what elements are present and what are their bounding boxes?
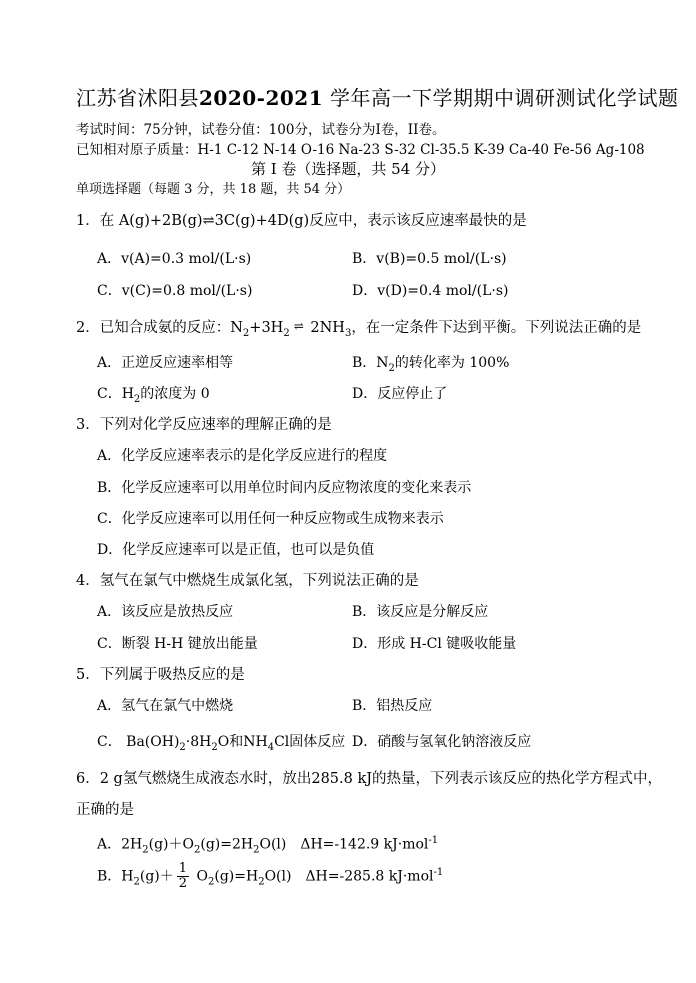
question-2-option-a[interactable]: A．正逆反应速率相等 <box>97 355 234 371</box>
question-1-option-b[interactable]: B．v(B)=0.5 mol/(L·s) <box>352 251 507 267</box>
question-4-option-b[interactable]: B．该反应是分解反应 <box>352 604 489 620</box>
question-6-stem-line-2: 正确的是 <box>76 802 134 818</box>
question-4-option-c[interactable]: C．断裂 H-H 键放出能量 <box>97 636 258 652</box>
question-1-option-d[interactable]: D．v(D)=0.4 mol/(L·s) <box>352 283 509 299</box>
question-4-option-a[interactable]: A．该反应是放热反应 <box>97 604 234 620</box>
equilibrium-arrow-icon: ⇌ <box>293 319 302 333</box>
question-3-stem: 3．下列对化学反应速率的理解正确的是 <box>76 417 332 433</box>
question-6-stem-line-1: 6．2 g氢气燃烧生成液态水时，放出285.8 kJ的热量，下列表示该反应的热化学方程式中， <box>76 771 663 787</box>
question-2-option-d[interactable]: D．反应停止了 <box>352 386 448 402</box>
question-2-option-b[interactable]: B．$N_2$的转化率为 100% <box>352 355 510 374</box>
question-1-option-c[interactable]: C．v(C)=0.8 mol/(L·s) <box>97 283 253 299</box>
question-5-stem: 5．下列属于吸热反应的是 <box>76 667 245 683</box>
question-3-option-b[interactable]: B．化学反应速率可以用单位时间内反应物浓度的变化来表示 <box>97 480 472 496</box>
question-1-option-a[interactable]: A．v(A)=0.3 mol/(L·s) <box>97 251 252 267</box>
question-4-stem: 4．氢气在氯气中燃烧生成氯化氢，下列说法正确的是 <box>76 573 419 589</box>
exam-title: 江苏省沭阳县2020-2021 学年高一下学期期中调研测试化学试题 <box>76 86 679 110</box>
exam-info: 考试时间：75分钟，试卷分值：100分，试卷分为I卷，II卷。 <box>76 122 446 138</box>
one-half-fraction: $\frac{1}{2}$ <box>178 861 188 892</box>
question-4-option-d[interactable]: D．形成 H-Cl 键吸收能量 <box>352 636 517 652</box>
question-2-stem: 2．已知合成氨的反应：$N_2+3H_2\rightleftharpoons$ $2NH_3$，在一定条件下达到平衡。下列说法正确的是 <box>76 315 641 345</box>
question-5-option-b[interactable]: B．铝热反应 <box>352 698 433 714</box>
question-1-stem: 1．在 A(g)+2B(g)⇌3C(g)+4D(g)反应中，表示该反应速率最快的是 <box>76 213 527 229</box>
question-6-option-a[interactable]: A．$2H_2(g)+O_2(g)=2H_2O(l)$ ΔH=-142.9 kJ·mol$^{-1}$ <box>97 835 439 856</box>
question-6-option-b[interactable]: B．$H_2(g)+$ $\frac{1}{2}$ $O_2(g)=H_2O(l)$ ΔH=-285.8 kJ·mol$^{-1}$ <box>97 861 444 892</box>
section-title: 第 I 卷（选择题，共 54 分） <box>250 160 446 178</box>
question-5-option-c[interactable]: C． $Ba(OH)_2\cdot 8H_2O$和$NH_4Cl$固体反应 <box>97 734 346 753</box>
question-5-option-a[interactable]: A．氢气在氯气中燃烧 <box>97 698 234 714</box>
question-3-option-a[interactable]: A．化学反应速率表示的是化学反应进行的程度 <box>97 448 388 464</box>
question-5-option-d[interactable]: D．硝酸与氢氧化钠溶液反应 <box>352 734 532 750</box>
question-3-option-c[interactable]: C．化学反应速率可以用任何一种反应物或生成物来表示 <box>97 511 444 527</box>
question-2-option-c[interactable]: C．$H_2$的浓度为 0 <box>97 386 210 405</box>
question-3-option-d[interactable]: D．化学反应速率可以是正值，也可以是负值 <box>97 542 375 558</box>
section-instruction: 单项选择题（每题 3 分，共 18 题，共 54 分） <box>76 182 351 197</box>
atomic-mass-info: 已知相对原子质量：H-1 C-12 N-14 O-16 Na-23 S-32 Cl-35.5 K-39 Ca-40 Fe-56 Ag-108 <box>76 142 645 158</box>
